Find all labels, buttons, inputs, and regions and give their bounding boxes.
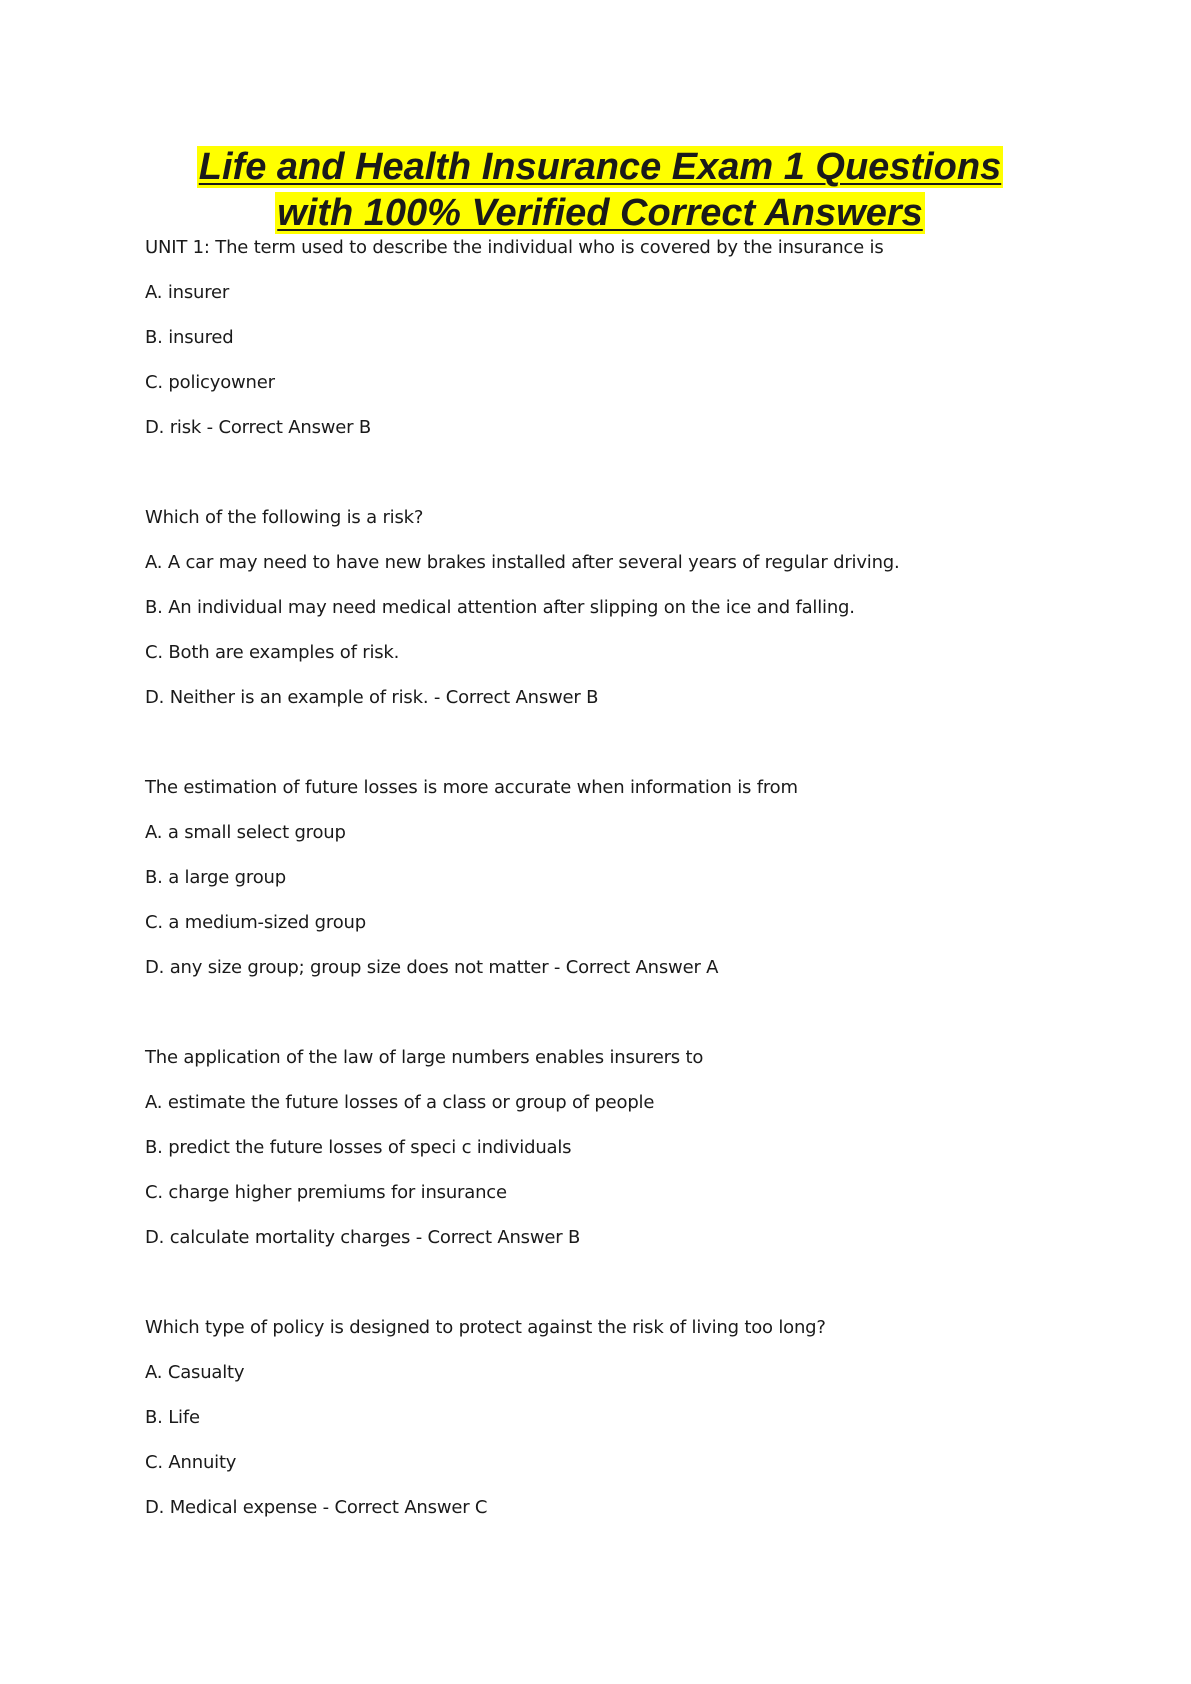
question-list	[145, 237, 1095, 1519]
answer-option: B. predict the future losses of speci c individuals	[145, 1137, 572, 1158]
question-block	[145, 237, 1095, 439]
answer-option: B. An individual may need medical attention after slipping on the ice and falling.	[145, 597, 855, 618]
answer-option: A. estimate the future losses of a class or group of people	[145, 1092, 655, 1113]
question-block	[145, 777, 1095, 979]
question-text: The estimation of future losses is more accurate when information is from	[145, 777, 798, 798]
answer-option: D. any size group; group size does not matter - Correct Answer A	[145, 957, 719, 978]
answer-option: D. Neither is an example of risk. - Correct Answer B	[145, 687, 599, 708]
answer-option: B. Life	[145, 1407, 200, 1428]
question-text: The application of the law of large numbers enables insurers to	[145, 1047, 704, 1068]
answer-option: D. calculate mortality charges - Correct Answer B	[145, 1227, 581, 1248]
title-line-1: Life and Health Insurance Exam 1 Questions	[198, 146, 1002, 188]
answer-option: C. a medium-sized group	[145, 912, 366, 933]
question-block	[145, 1317, 1095, 1519]
answer-option: A. a small select group	[145, 822, 346, 843]
answer-option: A. A car may need to have new brakes installed after several years of regular driving.	[145, 552, 900, 573]
answer-option: D. Medical expense - Correct Answer C	[145, 1497, 488, 1518]
question-text: Which type of policy is designed to protect against the risk of living too long?	[145, 1317, 826, 1338]
question-block	[145, 507, 1095, 709]
answer-option: C. Both are examples of risk.	[145, 642, 400, 663]
question-text: Which of the following is a risk?	[145, 507, 424, 528]
question-text: UNIT 1: The term used to describe the individual who is covered by the insurance is	[145, 237, 884, 258]
title-line-2: with 100% Verified Correct Answers	[277, 192, 923, 234]
answer-option: A. insurer	[145, 282, 230, 303]
question-block	[145, 1047, 1095, 1249]
answer-option: B. insured	[145, 327, 234, 348]
answer-option: B. a large group	[145, 867, 286, 888]
answer-option: C. Annuity	[145, 1452, 237, 1473]
answer-option: D. risk - Correct Answer B	[145, 417, 372, 438]
document-title	[120, 144, 1080, 236]
answer-option: C. policyowner	[145, 372, 275, 393]
answer-option: A. Casualty	[145, 1362, 245, 1383]
answer-option: C. charge higher premiums for insurance	[145, 1182, 507, 1203]
